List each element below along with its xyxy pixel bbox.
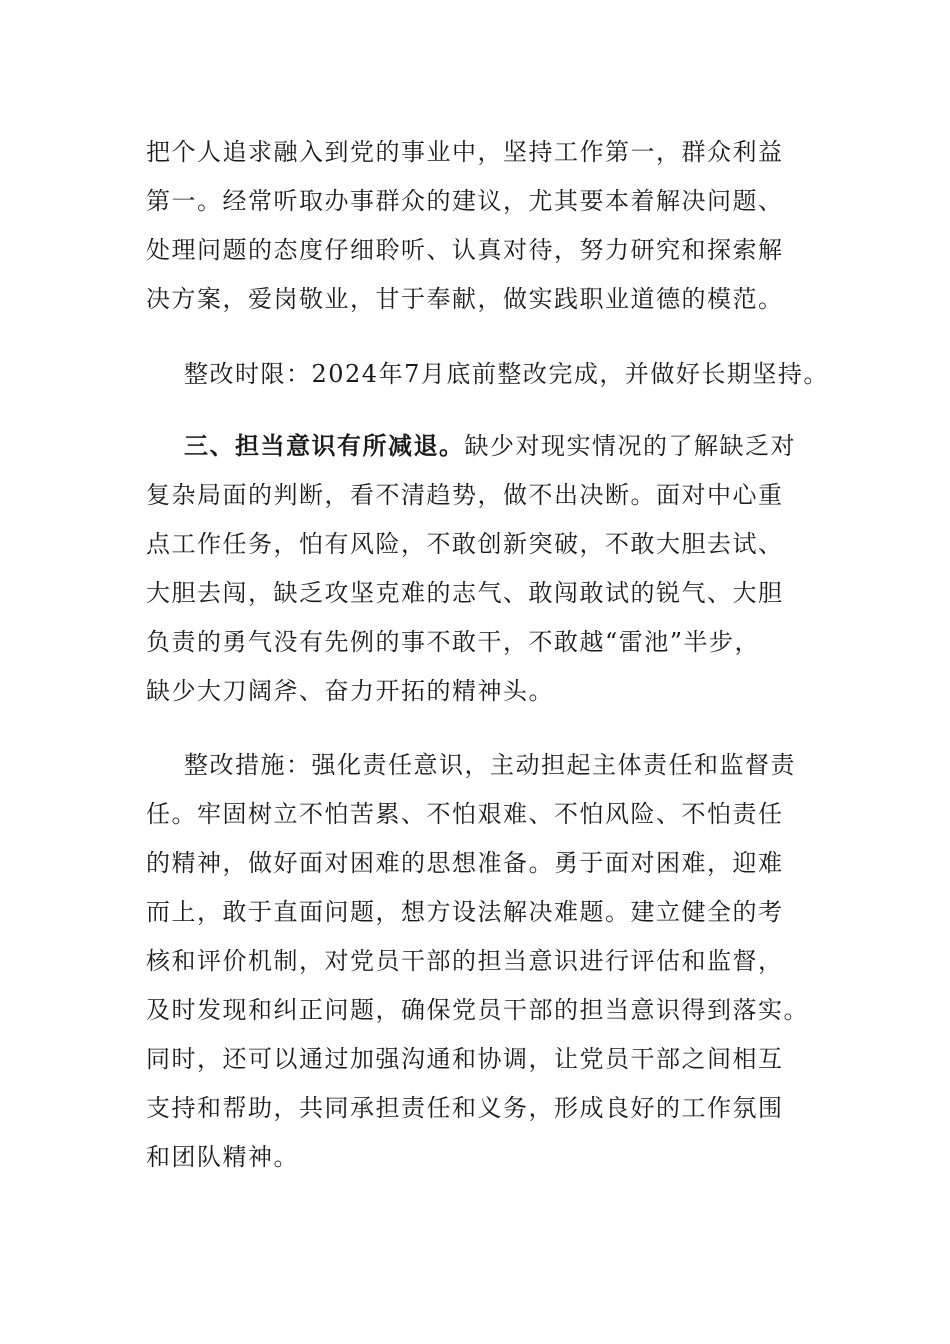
section-first-line [184, 431, 796, 461]
section-text: 缺少对现实情况的了解缺乏对 [464, 432, 796, 460]
deadline-text: 整改时限：2024年7月底前整改完成，并做好长期坚持。 [184, 360, 829, 388]
paragraph-line: 缺少大刀阔斧、奋力开拓的精神头。 [146, 677, 554, 705]
paragraph-line: 而上，敢于直面问题，想方设法解决难题。建立健全的考 [146, 898, 784, 926]
paragraph-line: 和团队精神。 [146, 1143, 299, 1171]
paragraph-line: 核和评价机制，对党员干部的担当意识进行评估和监督， [146, 947, 784, 975]
paragraph-line: 复杂局面的判断，看不清趋势，做不出决断。面对中心重 [146, 481, 784, 509]
paragraph-line: 第一。经常听取办事群众的建议，尤其要本着解决问题、 [146, 187, 784, 215]
section-heading: 三、担当意识有所减退。 [184, 431, 465, 460]
paragraph-line: 及时发现和纠正问题，确保党员干部的担当意识得到落实。 [146, 996, 809, 1024]
paragraph-line: 的精神，做好面对困难的思想准备。勇于面对困难，迎难 [146, 849, 784, 877]
paragraph-line: 把个人追求融入到党的事业中，坚持工作第一，群众利益 [146, 138, 784, 166]
paragraph-line: 负责的勇气没有先例的事不敢干，不敢越“雷池”半步， [146, 628, 761, 656]
paragraph-line: 支持和帮助，共同承担责任和义务，形成良好的工作氛围 [146, 1094, 784, 1122]
paragraph-line: 决方案，爱岗敬业，甘于奉献，做实践职业道德的模范。 [146, 285, 784, 313]
paragraph-line: 任。牢固树立不怕苦累、不怕艰难、不怕风险、不怕责任 [146, 800, 784, 828]
paragraph-line: 处理问题的态度仔细聆听、认真对待，努力研究和探索解 [146, 236, 784, 264]
paragraph-line: 同时，还可以通过加强沟通和协调，让党员干部之间相互 [146, 1045, 784, 1073]
paragraph-line: 点工作任务，怕有风险，不敢创新突破，不敢大胆去试、 [146, 530, 784, 558]
paragraph-line: 大胆去闯，缺乏攻坚克难的志气、敢闯敢试的锐气、大胆 [146, 579, 784, 607]
measures-first-line: 整改措施：强化责任意识，主动担起主体责任和监督责 [184, 751, 796, 779]
